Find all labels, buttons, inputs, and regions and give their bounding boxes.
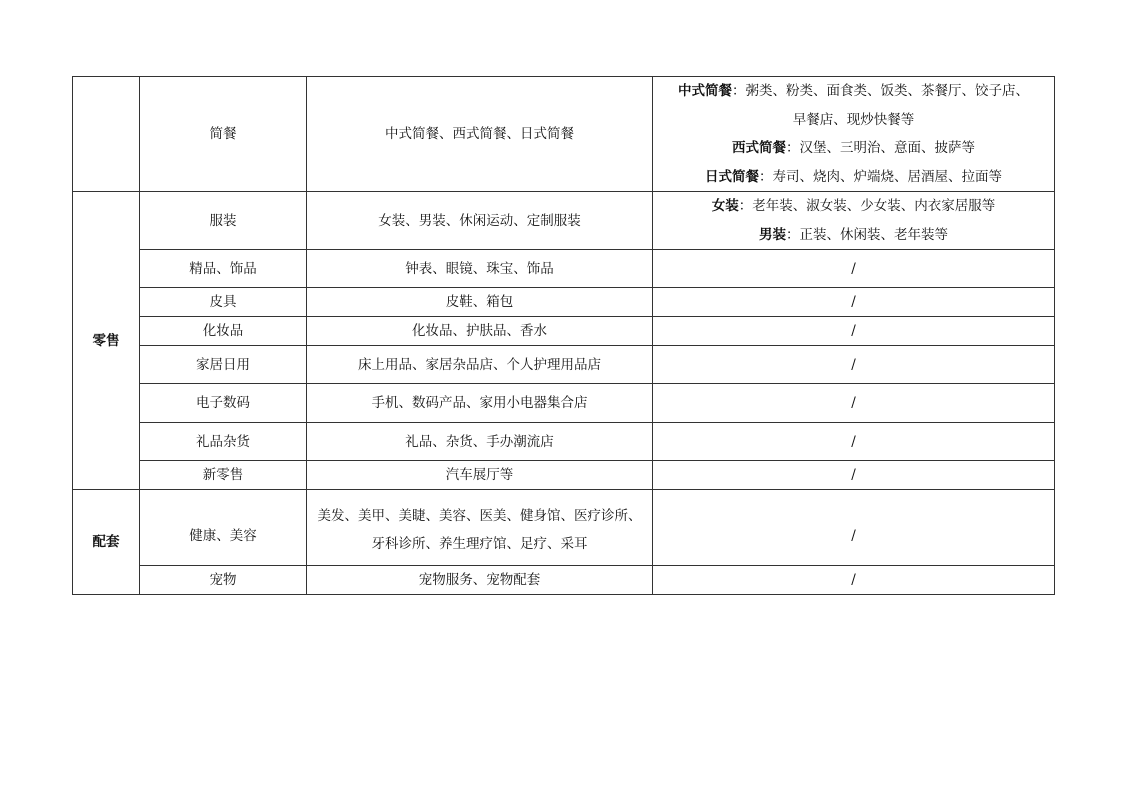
table-row <box>73 566 1055 595</box>
table-row <box>73 423 1055 461</box>
notes-cell <box>653 77 1055 192</box>
subcategory-cell: 简餐 <box>140 77 307 192</box>
table-row <box>73 461 1055 490</box>
subcategory-cell: 化妆品 <box>140 317 307 346</box>
subcategory-cell: 服装 <box>140 192 307 250</box>
notes-cell: / <box>653 423 1055 461</box>
subcategory-cell: 宠物 <box>140 566 307 595</box>
note-text: ：老年装、淑女装、少女装、内衣家居服等 <box>738 198 996 214</box>
notes-cell: / <box>653 346 1055 384</box>
note-text: ：寿司、烧肉、炉端烧、居酒屋、拉面等 <box>759 168 1002 185</box>
table-row <box>73 250 1055 288</box>
notes-cell: / <box>653 490 1055 566</box>
subcategory-cell: 电子数码 <box>140 384 307 423</box>
subcategory-cell: 精品、饰品 <box>140 250 307 288</box>
note-text: ：汉堡、三明治、意面、披萨等 <box>786 140 975 156</box>
items-cell: 钟表、眼镜、珠宝、饰品 <box>307 250 653 288</box>
items-cell: 汽车展厅等 <box>307 461 653 490</box>
table-row <box>73 317 1055 346</box>
table-row <box>73 490 1055 566</box>
items-cell: 化妆品、护肤品、香水 <box>307 317 653 346</box>
items-cell: 中式简餐、西式简餐、日式简餐 <box>307 77 653 192</box>
table-row <box>73 192 1055 250</box>
items-cell: 床上用品、家居杂品店、个人护理用品店 <box>307 346 653 384</box>
table-row <box>73 346 1055 384</box>
note-label: 女装 <box>711 198 739 214</box>
note-label: 日式简餐 <box>705 168 759 185</box>
items-line: 美发、美甲、美睫、美容、医美、健身馆、医疗诊所、 <box>317 507 642 524</box>
notes-cell: / <box>653 317 1055 346</box>
note-label: 男装 <box>759 226 786 243</box>
notes-cell: / <box>653 384 1055 423</box>
notes-cell: / <box>653 250 1055 288</box>
notes-cell: / <box>653 461 1055 490</box>
notes-cell: / <box>653 288 1055 317</box>
subcategory-cell: 皮具 <box>140 288 307 317</box>
table-row <box>73 77 1055 192</box>
category-cell <box>73 77 140 192</box>
note-text: 早餐店、现炒快餐等 <box>792 111 915 128</box>
subcategory-cell: 礼品杂货 <box>140 423 307 461</box>
note-line <box>657 192 1050 221</box>
note-line <box>657 134 1050 163</box>
items-cell: 皮鞋、箱包 <box>307 288 653 317</box>
items-cell: 礼品、杂货、手办潮流店 <box>307 423 653 461</box>
notes-cell <box>653 192 1055 250</box>
items-cell: 手机、数码产品、家用小电器集合店 <box>307 384 653 423</box>
category-table <box>72 76 1055 595</box>
note-label: 中式简餐 <box>678 83 732 99</box>
note-line <box>657 106 1050 135</box>
subcategory-cell: 家居日用 <box>140 346 307 384</box>
note-line <box>657 77 1050 106</box>
note-text: ：粥类、粉类、面食类、饭类、茶餐厅、饺子店、 <box>732 83 1029 99</box>
category-cell: 零售 <box>73 192 140 490</box>
items-line: 牙科诊所、养生理疗馆、足疗、采耳 <box>371 535 588 552</box>
note-line <box>657 221 1050 250</box>
items-cell: 女装、男装、休闲运动、定制服装 <box>307 192 653 250</box>
notes-cell: / <box>653 566 1055 595</box>
subcategory-cell: 新零售 <box>140 461 307 490</box>
table-row <box>73 288 1055 317</box>
table-row <box>73 384 1055 423</box>
items-cell: 宠物服务、宠物配套 <box>307 566 653 595</box>
items-cell <box>307 490 653 566</box>
note-text: ：正装、休闲装、老年装等 <box>786 226 948 243</box>
subcategory-cell: 健康、美容 <box>140 490 307 566</box>
note-label: 西式简餐 <box>732 140 786 156</box>
category-cell: 配套 <box>73 490 140 595</box>
note-line <box>657 163 1050 192</box>
